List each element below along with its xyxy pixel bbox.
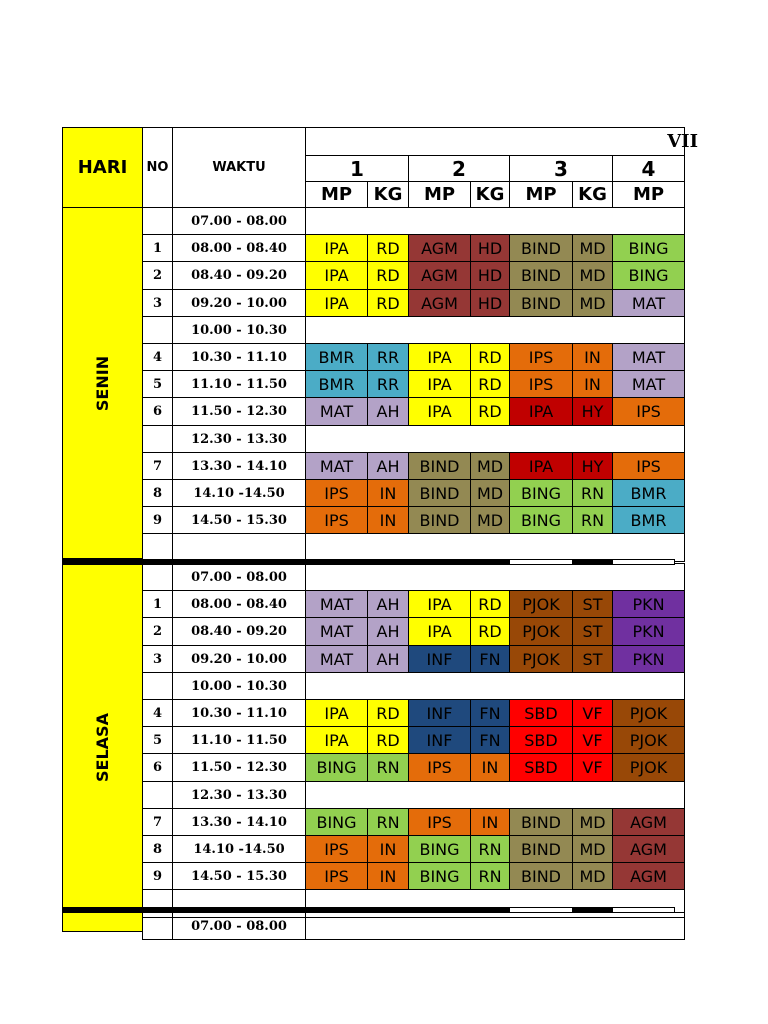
subject-cell: MAT [612, 289, 685, 317]
row-time: 12.30 - 13.30 [172, 781, 306, 809]
break-row [305, 207, 685, 235]
row-number [142, 672, 173, 700]
row-number [142, 533, 173, 562]
row-time: 11.10 - 11.50 [172, 726, 306, 754]
subject-cell: PKN [612, 590, 685, 618]
teacher-cell: MD [470, 479, 510, 507]
teacher-cell: ST [572, 645, 613, 673]
subject-cell: INF [408, 726, 471, 754]
subject-cell: BING [408, 835, 471, 863]
break-row [305, 672, 685, 700]
subject-cell: PJOK [612, 699, 685, 727]
row-time: 08.00 - 08.40 [172, 234, 306, 262]
subject-cell: AGM [612, 862, 685, 890]
day-separator-gap [509, 907, 573, 913]
header-hari: HARI [62, 127, 143, 208]
teacher-cell: HD [470, 234, 510, 262]
subject-cell: BIND [509, 808, 573, 836]
subject-cell: MAT [305, 617, 368, 646]
subject-cell: IPA [305, 261, 368, 290]
subject-cell: IPA [305, 234, 368, 262]
row-time: 14.50 - 15.30 [172, 506, 306, 534]
teacher-cell: IN [367, 862, 409, 890]
teacher-cell: RD [470, 397, 510, 426]
teacher-cell: FN [470, 699, 510, 727]
subject-cell: PKN [612, 645, 685, 673]
teacher-cell: FN [470, 726, 510, 754]
teacher-cell: AH [367, 590, 409, 618]
row-time: 07.00 - 08.00 [172, 207, 306, 235]
row-time: 11.10 - 11.50 [172, 370, 306, 398]
row-number: 9 [142, 862, 173, 890]
day-label-selasa [62, 563, 143, 932]
header-col-4: 4 [612, 155, 685, 182]
row-number: 3 [142, 289, 173, 317]
row-time: 11.50 - 12.30 [172, 397, 306, 426]
subject-cell: BING [509, 479, 573, 507]
subject-cell: BING [509, 506, 573, 534]
subject-cell: IPA [408, 590, 471, 618]
subject-cell: PJOK [509, 590, 573, 618]
row-number: 9 [142, 506, 173, 534]
header-mp: MP [612, 181, 685, 208]
row-number: 2 [142, 617, 173, 646]
row-number: 7 [142, 808, 173, 836]
teacher-cell: RD [367, 261, 409, 290]
row-time: 11.50 - 12.30 [172, 753, 306, 782]
subject-cell: IPS [509, 370, 573, 398]
row-number: 1 [142, 234, 173, 262]
subject-cell: BING [305, 753, 368, 782]
row-time: 10.00 - 10.30 [172, 316, 306, 344]
subject-cell: AGM [408, 234, 471, 262]
header-mp: MP [408, 181, 471, 208]
subject-cell: BIND [509, 289, 573, 317]
header-kg: KG [572, 181, 613, 208]
subject-cell: IPA [305, 726, 368, 754]
row-number: 6 [142, 753, 173, 782]
row-time: 13.30 - 14.10 [172, 452, 306, 480]
subject-cell: IPA [408, 370, 471, 398]
row-number: 3 [142, 645, 173, 673]
header-class-label-cell [305, 127, 698, 156]
header-mp: MP [305, 181, 368, 208]
teacher-cell: IN [470, 753, 510, 782]
subject-cell: BIND [509, 835, 573, 863]
row-number: 8 [142, 479, 173, 507]
row-number [142, 563, 173, 591]
subject-cell: BIND [408, 452, 471, 480]
teacher-cell: VF [572, 726, 613, 754]
subject-cell: AGM [612, 808, 685, 836]
subject-cell: PKN [612, 617, 685, 646]
header-col-1: 1 [305, 155, 409, 182]
row-time: 13.30 - 14.10 [172, 808, 306, 836]
subject-cell: BIND [509, 261, 573, 290]
subject-cell: AGM [408, 261, 471, 290]
day-separator-gap [612, 907, 675, 913]
subject-cell: PJOK [509, 645, 573, 673]
subject-cell: SBD [509, 753, 573, 782]
subject-cell: IPS [408, 808, 471, 836]
subject-cell: IPS [612, 397, 685, 426]
subject-cell: IPA [408, 397, 471, 426]
teacher-cell: ST [572, 617, 613, 646]
header-waktu: WAKTU [172, 127, 306, 208]
teacher-cell: IN [367, 479, 409, 507]
row-time: 09.20 - 10.00 [172, 645, 306, 673]
subject-cell: IPS [305, 479, 368, 507]
row-time: 08.00 - 08.40 [172, 590, 306, 618]
teacher-cell: VF [572, 699, 613, 727]
break-row [305, 316, 685, 344]
row-time: 07.00 - 08.00 [172, 563, 306, 591]
teacher-cell: AH [367, 617, 409, 646]
teacher-cell: IN [572, 370, 613, 398]
subject-cell: BIND [408, 506, 471, 534]
teacher-cell: RR [367, 370, 409, 398]
subject-cell: BMR [612, 479, 685, 507]
break-row [305, 563, 685, 591]
row-time: 08.40 - 09.20 [172, 617, 306, 646]
row-number: 6 [142, 397, 173, 426]
row-time: 10.30 - 11.10 [172, 343, 306, 371]
teacher-cell: HY [572, 452, 613, 480]
teacher-cell: AH [367, 645, 409, 673]
teacher-cell: RR [367, 343, 409, 371]
row-time: 14.10 -14.50 [172, 835, 306, 863]
subject-cell: PJOK [612, 753, 685, 782]
teacher-cell: RD [470, 343, 510, 371]
subject-cell: BIND [408, 479, 471, 507]
teacher-cell: RN [572, 506, 613, 534]
row-number: 5 [142, 370, 173, 398]
header-mp: MP [509, 181, 573, 208]
subject-cell: IPS [305, 506, 368, 534]
subject-cell: IPA [305, 699, 368, 727]
teacher-cell: RD [367, 289, 409, 317]
row-number [142, 207, 173, 235]
subject-cell: PJOK [509, 617, 573, 646]
teacher-cell: IN [572, 343, 613, 371]
subject-cell: IPA [509, 452, 573, 480]
teacher-cell: AH [367, 397, 409, 426]
teacher-cell: MD [572, 289, 613, 317]
row-time: 14.10 -14.50 [172, 479, 306, 507]
row-number: 8 [142, 835, 173, 863]
subject-cell: IPS [612, 452, 685, 480]
day-label-next [62, 912, 143, 932]
teacher-cell: IN [470, 808, 510, 836]
row-time: 12.30 - 13.30 [172, 425, 306, 453]
teacher-cell: ST [572, 590, 613, 618]
teacher-cell: RD [367, 234, 409, 262]
teacher-cell: RD [470, 617, 510, 646]
subject-cell: MAT [612, 343, 685, 371]
subject-cell: BMR [612, 506, 685, 534]
subject-cell: BING [408, 862, 471, 890]
day-separator-gap [612, 559, 675, 565]
subject-cell: MAT [305, 645, 368, 673]
day-separator [572, 907, 613, 913]
teacher-cell: AH [367, 452, 409, 480]
subject-cell: INF [408, 645, 471, 673]
row-number: 2 [142, 261, 173, 290]
subject-cell: IPS [305, 862, 368, 890]
row-number [142, 425, 173, 453]
subject-cell: IPS [509, 343, 573, 371]
teacher-cell: IN [367, 506, 409, 534]
teacher-cell: RN [470, 835, 510, 863]
teacher-cell: MD [572, 862, 613, 890]
break-row [305, 533, 685, 562]
subject-cell: IPA [305, 289, 368, 317]
header-kg: KG [470, 181, 510, 208]
subject-cell: SBD [509, 726, 573, 754]
header-class-label: VII [667, 131, 698, 152]
row-number [142, 316, 173, 344]
row-number: 4 [142, 699, 173, 727]
teacher-cell: MD [470, 452, 510, 480]
teacher-cell: VF [572, 753, 613, 782]
header-no: NO [142, 127, 173, 208]
row-time [172, 533, 306, 562]
subject-cell: BING [612, 234, 685, 262]
break-row [305, 425, 685, 453]
subject-cell: AGM [408, 289, 471, 317]
subject-cell: BING [612, 261, 685, 290]
teacher-cell: MD [572, 234, 613, 262]
break-row [305, 781, 685, 809]
teacher-cell: RN [367, 753, 409, 782]
subject-cell: PJOK [612, 726, 685, 754]
day-label-senin [62, 207, 143, 559]
subject-cell: SBD [509, 699, 573, 727]
subject-cell: BIND [509, 862, 573, 890]
row-time: 07.00 - 08.00 [172, 912, 306, 940]
subject-cell: MAT [305, 452, 368, 480]
subject-cell: MAT [305, 590, 368, 618]
subject-cell: MAT [305, 397, 368, 426]
day-name: SENIN [93, 355, 112, 411]
subject-cell: INF [408, 699, 471, 727]
teacher-cell: IN [367, 835, 409, 863]
row-number: 1 [142, 590, 173, 618]
row-time: 10.00 - 10.30 [172, 672, 306, 700]
subject-cell: IPS [305, 835, 368, 863]
subject-cell: IPA [408, 343, 471, 371]
day-separator [62, 559, 510, 565]
teacher-cell: RN [470, 862, 510, 890]
row-number [142, 912, 173, 940]
header-col-3: 3 [509, 155, 613, 182]
row-time: 14.50 - 15.30 [172, 862, 306, 890]
header-col-2: 2 [408, 155, 510, 182]
break-row [305, 912, 685, 940]
subject-cell: BMR [305, 343, 368, 371]
teacher-cell: MD [572, 808, 613, 836]
teacher-cell: HD [470, 289, 510, 317]
header-kg: KG [367, 181, 409, 208]
teacher-cell: RD [470, 370, 510, 398]
teacher-cell: HD [470, 261, 510, 290]
subject-cell: MAT [612, 370, 685, 398]
row-number: 5 [142, 726, 173, 754]
teacher-cell: MD [470, 506, 510, 534]
teacher-cell: MD [572, 835, 613, 863]
subject-cell: BMR [305, 370, 368, 398]
teacher-cell: MD [572, 261, 613, 290]
row-time: 10.30 - 11.10 [172, 699, 306, 727]
teacher-cell: RD [367, 699, 409, 727]
row-number [142, 781, 173, 809]
subject-cell: BIND [509, 234, 573, 262]
row-time: 08.40 - 09.20 [172, 261, 306, 290]
subject-cell: AGM [612, 835, 685, 863]
teacher-cell: RD [470, 590, 510, 618]
subject-cell: BING [305, 808, 368, 836]
day-separator [572, 559, 613, 565]
teacher-cell: HY [572, 397, 613, 426]
teacher-cell: FN [470, 645, 510, 673]
teacher-cell: RN [367, 808, 409, 836]
row-number: 7 [142, 452, 173, 480]
subject-cell: IPS [408, 753, 471, 782]
teacher-cell: RD [367, 726, 409, 754]
row-number: 4 [142, 343, 173, 371]
subject-cell: IPA [509, 397, 573, 426]
day-separator-gap [509, 559, 573, 565]
row-time: 09.20 - 10.00 [172, 289, 306, 317]
day-separator [62, 907, 510, 913]
subject-cell: IPA [408, 617, 471, 646]
teacher-cell: RN [572, 479, 613, 507]
day-name: SELASA [93, 713, 112, 782]
